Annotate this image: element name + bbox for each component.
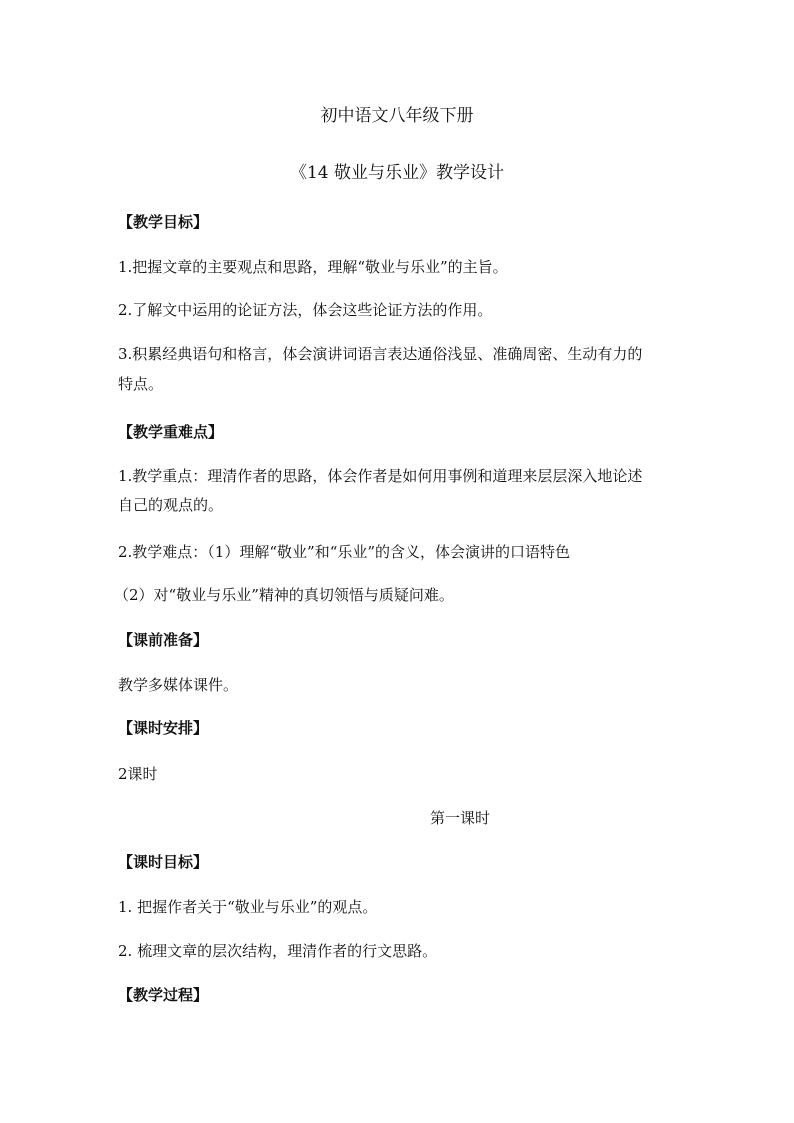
keypoint-2: 2.教学难点：（1）理解“敬业”和“乐业”的含义，体会演讲的口语特色 [118,543,571,561]
section-heading-goals: 【教学目标】 [118,213,209,231]
prep-text: 教学多媒体课件。 [118,676,239,694]
section-heading-schedule: 【课时安排】 [118,719,209,737]
keypoint-1-line2: 自己的观点的。 [118,496,224,514]
lesson-goal-2: 2. 梳理文章的层次结构，理清作者的行文思路。 [118,942,438,960]
schedule-text: 2课时 [118,765,158,783]
keypoint-1-line1: 1.教学重点：理清作者的思路，体会作者是如何用事例和道理来层层深入地论述 [118,467,643,485]
section-heading-prep: 【课前准备】 [118,631,209,649]
goal-item-1: 1.把握文章的主要观点和思路，理解“敬业与乐业”的主旨。 [118,258,508,276]
lesson-goal-1: 1. 把握作者关于“敬业与乐业”的观点。 [118,898,378,916]
section-heading-lesson-goals: 【课时目标】 [118,853,209,871]
section-heading-keypoints: 【教学重难点】 [118,423,224,441]
keypoint-2-sub: （2）对“敬业与乐业”精神的真切领悟与质疑问难。 [114,586,454,604]
goal-item-3-line1: 3.积累经典语句和格言，体会演讲词语言表达通俗浅显、准确周密、生动有力的 [118,345,643,363]
lesson-one-heading: 第一课时 [430,809,491,827]
doc-title-lesson: 《14 敬业与乐业》教学设计 [289,163,505,183]
section-heading-process: 【教学过程】 [118,986,209,1004]
goal-item-3-line2: 特点。 [118,375,164,393]
goal-item-2: 2.了解文中运用的论证方法，体会这些论证方法的作用。 [118,301,493,319]
doc-title-grade: 初中语文八年级下册 [320,106,474,126]
